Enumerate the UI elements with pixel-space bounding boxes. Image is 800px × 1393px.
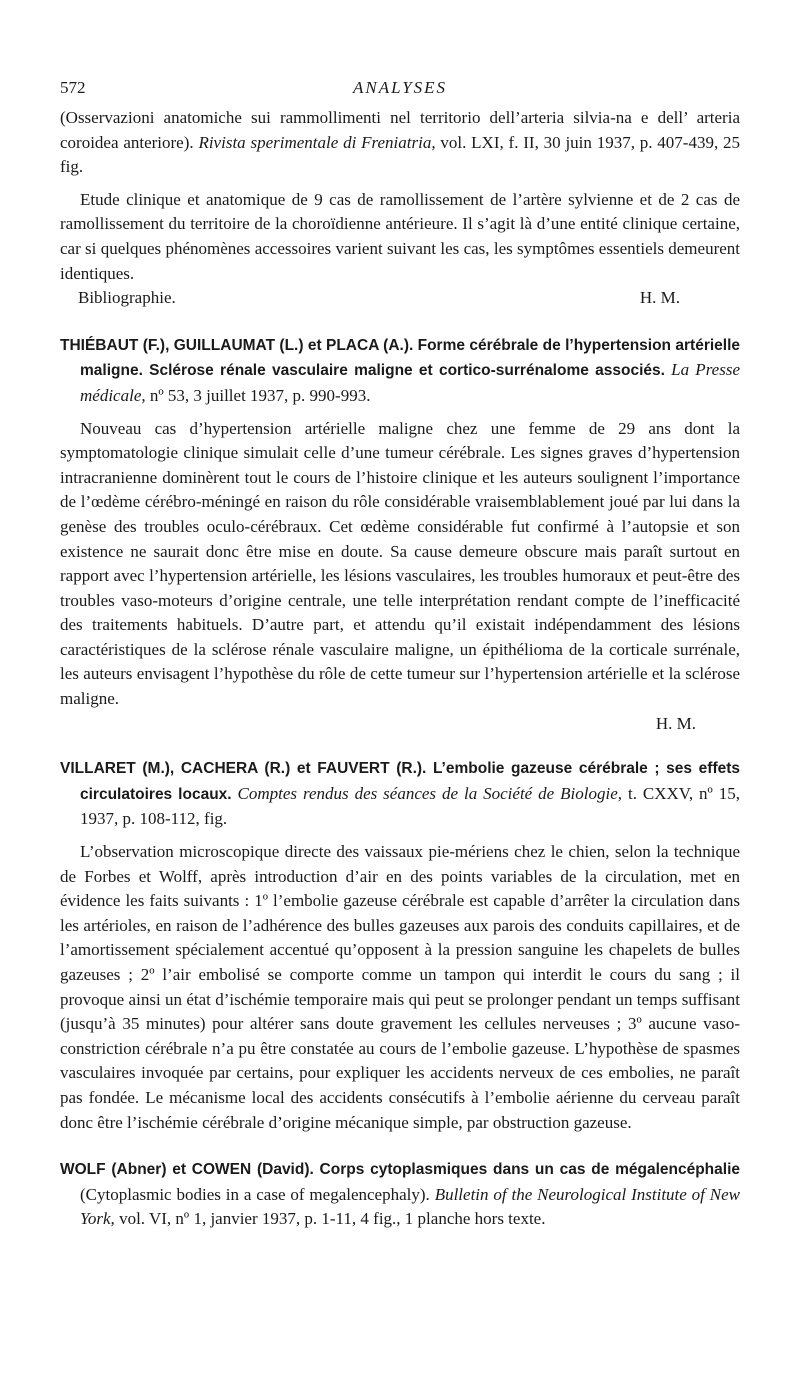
page-header — [60, 78, 740, 106]
entry1-journal: La Presse médicale, — [80, 360, 740, 405]
entry3-title: Corps cytoplasmiques dans un cas de mégalencéphalie — [319, 1161, 741, 1179]
entry1-reference — [60, 333, 740, 409]
entry1-title: Forme cérébrale de l’hypertension artérielle maligne. Sclérose rénale vasculaire maligne et cortico-surrénalome associés. — [80, 336, 741, 380]
entry1-citation: nº 53, 3 juillet 1937, p. 990-993. — [149, 385, 371, 405]
entry3-authors: WOLF (Abner) et COWEN (David). — [60, 1161, 314, 1179]
entry2-journal: Comptes rendus des séances de la Société de Biologie, — [237, 783, 623, 803]
entry0-journal: Rivista sperimentale di Freniatria, — [198, 132, 436, 152]
entry3-journal: Bulletin of the Neurological Institute of New York, — [80, 1184, 741, 1229]
page-number: 572 — [60, 78, 86, 97]
entry2-authors: VILLARET (M.), CACHERA (R.) et FAUVERT (R.). — [60, 760, 427, 778]
entry2-abstract: L’observation microscopique directe des vaissaux pie-mériens chez le chien, selon la technique de Forbes et Wolff, après introduction d’air en des points variables de la circulation, met en évidence les faits suivants : 1º l’embolie gazeuse cérébrale est capable d’arrêter la circulation dans les artérioles, en raison de l’adhérence des bulles gazeuses aux parois des conduits capillaires, et de l’amortissement spécialement accentué qu’opposent à la pression sanguine les chapelets de bulles gazeuses ; 2º l’air embolisé se comporte comme un tampon qui interdit le cours du sang ; il provoque ainsi un état d’ischémie temporaire mais qui peut se prolonger pendant un temps suffisant (jusqu’à 35 minutes) pour altérer sans doute gravement les cellules nerveuses ; 3º aucune vaso-constriction cérébrale n’a pu être constatée au cours de l’embolie gazeuse. L’hypothèse de spasmes vasculaires invoquée par certains, pour expliquer les accidents nerveux de ces embolies, ne paraît pas fondée. Le mécanisme local des accidents consécutifs à l’embolie aérienne du cerveau paraît donc être l’ischémie cérébrale d’origine mécanique simple, par obstruction gazeuse. — [60, 842, 740, 1132]
entry0-signature: H. M. — [639, 288, 680, 308]
entry3-reference — [60, 1157, 740, 1232]
entry1-authors: THIÉBAUT (F.), GUILLAUMAT (L.) et PLACA (A.). — [60, 336, 414, 354]
entry0-bibliography: Bibliographie. — [78, 288, 176, 308]
entry3-translation: (Cytoplasmic bodies in a case of megalencephaly). — [80, 1184, 430, 1204]
entry0-continuation: (Osservazioni anatomiche sui rammollimenti nel territorio dell’arteria silvia-na e dell’ arteria coroidea anteriore). — [60, 108, 740, 152]
running-title: ANALYSES — [352, 78, 448, 97]
page — [60, 78, 740, 1232]
entry3-citation: vol. VI, nº 1, janvier 1937, p. 1-11, 4 fig., 1 planche hors texte. — [119, 1209, 546, 1229]
entry1-abstract: Nouveau cas d’hypertension artérielle maligne chez une femme de 29 ans dont la symptomatologie clinique simulait celle d’une tumeur cérébrale. Les signes graves d’hypertension intracranienne dominèrent tout le cours de l’histoire clinique et les auteurs soulignent l’importance de l’œdème cérébro-méningé en raison du rôle considérable vraisemblablement joué par lui dans la genèse des troubles oculo-cérébraux. Cet œdème considérable fut confirmé à l’autopsie et son existence ne saurait donc être mise en doute. Sa cause demeure obscure mais paraît surtout en rapport avec l’hypertension artérielle, les lésions vasculaires, les troubles humoraux et peut-être des troubles vaso-moteurs d’origine centrale, une telle interprétation rendant compte de l’inefficacité des traitements habituels. D’autre part, et attendu qu’il existait indépendamment des lésions caractéristiques de la sclérose rénale vasculaire maligne, un épithélioma de la corticale surrénale, les auteurs envisagent l’hypothèse du rôle de cette tumeur sur l’hypertension artérielle et la sclérose maligne. — [60, 418, 740, 709]
entry0-reference — [60, 106, 740, 180]
entry2-reference — [60, 756, 740, 832]
entry2-citation: t. CXXV, nº 15, 1937, p. 108-112, fig. — [80, 783, 741, 829]
entry2-title: L’embolie gazeuse cérébrale ; ses effets circulatoires locaux. — [80, 760, 741, 803]
entry0-citation: vol. LXI, f. II, 30 juin 1937, p. 407-439, 25 fig. — [60, 132, 741, 177]
entry0-abstract: Etude clinique et anatomique de 9 cas de ramollissement de l’artère sylvienne et de 2 cas de ramollissement du territoire de la choroïdienne antérieure. Il s’agit là d’une entité clinique certaine, car si quelques phénomènes accessoires varient suivant les cas, les symptômes essentiels demeurent identiques. — [60, 189, 740, 283]
entry1-signature: H. M. — [655, 713, 696, 733]
entry0-footer — [60, 286, 740, 311]
